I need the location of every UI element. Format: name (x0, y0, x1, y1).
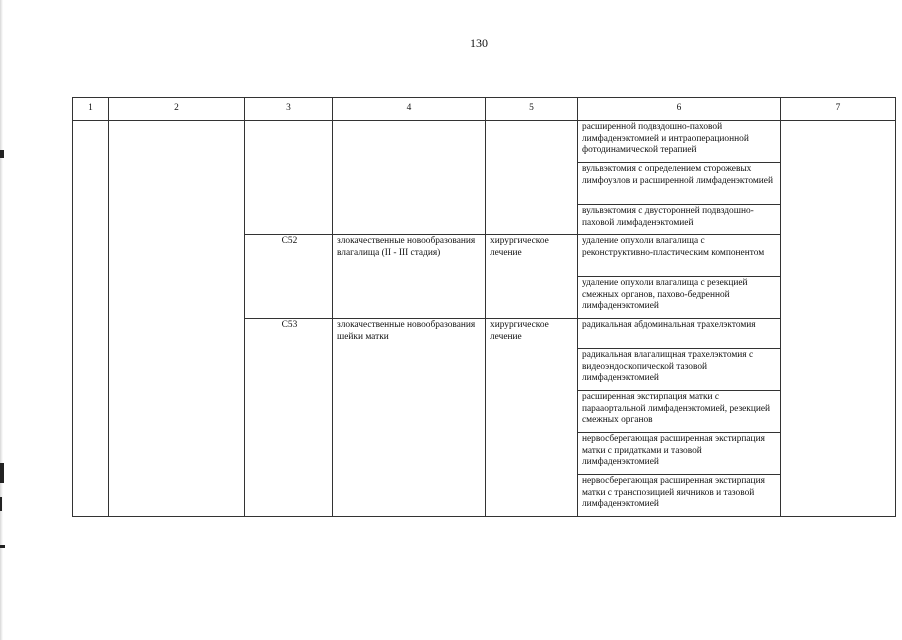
cell-diagnosis: злокачественные новообразования влагалища (II - III стадия) (333, 235, 486, 319)
scan-mark (0, 150, 4, 158)
table-row (73, 121, 896, 163)
cell-col-1 (73, 121, 109, 517)
cell-code: C52 (245, 235, 333, 319)
cell-treatment: хирургическое лечение (486, 235, 578, 319)
scan-mark (0, 463, 4, 483)
cell-col-7 (781, 121, 896, 517)
header-row (73, 98, 896, 121)
column-header-5: 5 (486, 98, 578, 121)
page-number: 130 (470, 36, 488, 50)
cell-method: нервосберегающая расширенная экстирпация матки с транспозицией яичников и тазовой лимфаденэктомией (578, 475, 781, 517)
column-header-3: 3 (245, 98, 333, 121)
scan-mark (0, 497, 2, 511)
cell-method: удаление опухоли влагалища с реконструктивно-пластическим компонентом (578, 235, 781, 277)
column-header-2: 2 (109, 98, 245, 121)
cell-method: радикальная влагалищная трахелэктомия с видеоэндоскопической тазовой лимфаденэктомией (578, 349, 781, 391)
scan-mark (0, 545, 5, 548)
cell-diagnosis: злокачественные новообразования шейки матки (333, 319, 486, 517)
column-header-7: 7 (781, 98, 896, 121)
column-header-1: 1 (73, 98, 109, 121)
cell-treatment: хирургическое лечение (486, 319, 578, 517)
cell-diagnosis (333, 121, 486, 235)
cell-method: расширенная экстирпация матки с парааортальной лимфаденэктомией, резекцией смежных органов (578, 391, 781, 433)
cell-method: радикальная абдоминальная трахелэктомия (578, 319, 781, 349)
procedures-table (72, 97, 896, 517)
column-header-4: 4 (333, 98, 486, 121)
cell-code (245, 121, 333, 235)
cell-method: расширенной подвздошно-паховой лимфаденэктомией и интраоперационной фотодинамической терапией (578, 121, 781, 163)
cell-method: вульвэктомия с двусторонней подвздошно-паховой лимфаденэктомией (578, 205, 781, 235)
cell-treatment (486, 121, 578, 235)
cell-col-2 (109, 121, 245, 517)
column-header-6: 6 (578, 98, 781, 121)
cell-code: C53 (245, 319, 333, 517)
cell-method: удаление опухоли влагалища с резекцией смежных органов, пахово-бедренной лимфаденэктомией (578, 277, 781, 319)
cell-method: вульвэктомия с определением сторожевых лимфоузлов и расширенной лимфаденэктомией (578, 163, 781, 205)
scan-edge (0, 0, 3, 640)
cell-method: нервосберегающая расширенная экстирпация матки с придатками и тазовой лимфаденэктомией (578, 433, 781, 475)
